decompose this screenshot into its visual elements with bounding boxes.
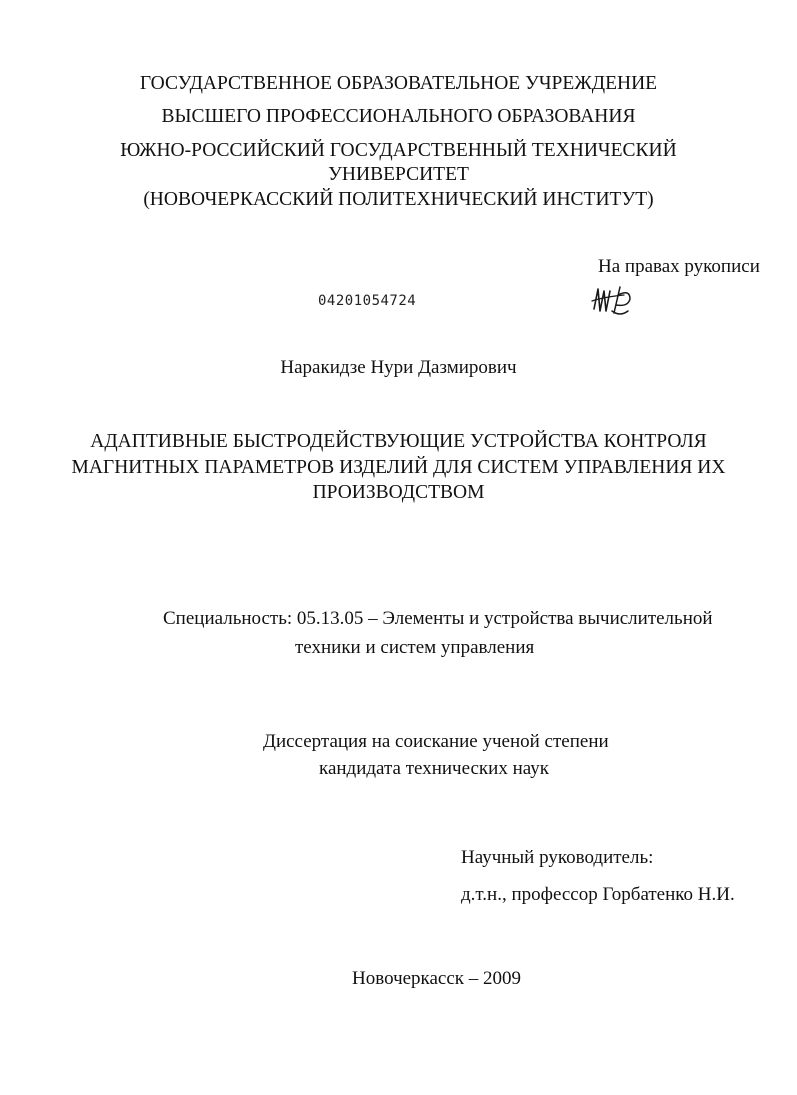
institution-line-2: ВЫСШЕГО ПРОФЕССИОНАЛЬНОГО ОБРАЗОВАНИЯ [161, 106, 636, 127]
supervisor-label: Научный руководитель: [461, 847, 654, 868]
specialty-line-2: техники и систем управления [295, 637, 535, 658]
supervisor-name: д.т.н., профессор Горбатенко Н.И. [461, 884, 735, 905]
title-line-3: ПРОИЗВОДСТВОМ [312, 482, 485, 503]
title-line-2: МАГНИТНЫХ ПАРАМЕТРОВ ИЗДЕЛИЙ ДЛЯ СИСТЕМ УПРАВЛЕНИЯ ИХ [71, 457, 726, 478]
manuscript-note: На правах рукописи [598, 256, 760, 277]
degree-line-1: Диссертация на соискание ученой степени [263, 731, 609, 752]
specialty-line-1: Специальность: 05.13.05 – Элементы и устройства вычислительной [163, 608, 713, 629]
degree-line-2: кандидата технических наук [319, 758, 549, 779]
institution-line-3: ЮЖНО-РОССИЙСКИЙ ГОСУДАРСТВЕННЫЙ ТЕХНИЧЕСКИЙ [120, 140, 677, 161]
signature-icon [590, 281, 638, 323]
title-line-1: АДАПТИВНЫЕ БЫСТРОДЕЙСТВУЮЩИЕ УСТРОЙСТВА КОНТРОЛЯ [90, 431, 707, 452]
institution-line-4: УНИВЕРСИТЕТ [328, 164, 469, 185]
city-year: Новочеркасск – 2009 [352, 968, 522, 989]
institution-line-5: (НОВОЧЕРКАССКИЙ ПОЛИТЕХНИЧЕСКИЙ ИНСТИТУТ) [143, 189, 654, 210]
registration-number: 04201054724 [318, 293, 417, 309]
institution-line-1: ГОСУДАРСТВЕННОЕ ОБРАЗОВАТЕЛЬНОЕ УЧРЕЖДЕНИЕ [139, 73, 658, 94]
author-name: Наракидзе Нури Дазмирович [280, 357, 517, 378]
